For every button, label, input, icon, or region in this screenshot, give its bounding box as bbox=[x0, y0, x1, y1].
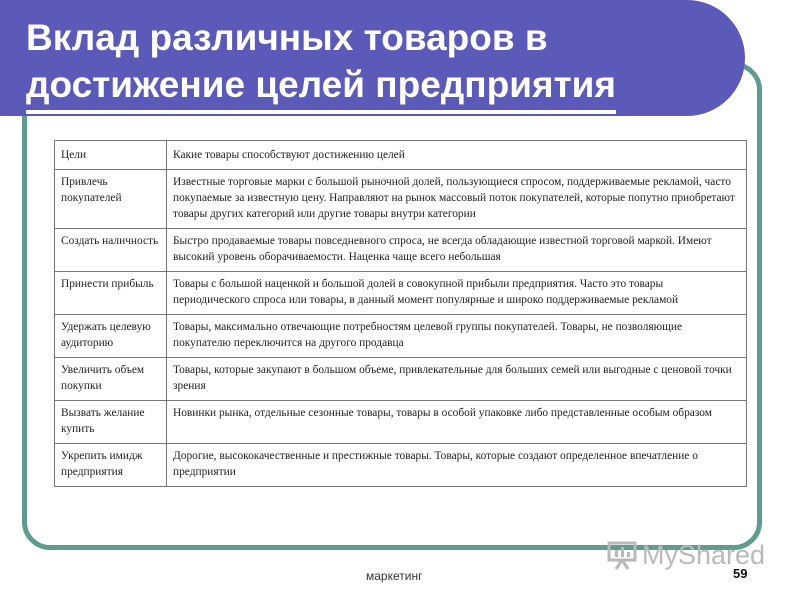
goal-cell: Создать наличность bbox=[55, 229, 167, 272]
products-cell: Товары с большой наценкой и большой долей в совокупной прибыли предприятия. Часто это товары периодического спроса или товары, в данный момент популярные и широко поддерживаемые рекламой bbox=[167, 272, 747, 315]
title-line-2: достижение целей предприятия bbox=[26, 61, 616, 114]
goal-cell: Принести прибыль bbox=[55, 272, 167, 315]
slide-title bbox=[26, 14, 726, 114]
presentation-board-icon bbox=[606, 539, 638, 571]
products-cell: Товары, которые закупают в большом объеме, привлекательные для больших семей или выгодные с ценовой точки зрения bbox=[167, 358, 747, 401]
goal-cell: Увеличить объем покупки bbox=[55, 358, 167, 401]
goal-cell: Вызвать желание купить bbox=[55, 401, 167, 444]
products-cell: Дорогие, высококачественные и престижные товары. Товары, которые создают определенное впечатление о предприятии bbox=[167, 444, 747, 487]
table-row bbox=[55, 358, 747, 401]
products-cell: Известные торговые марки с большой рыночной долей, пользующиеся спросом, поддерживаемые рекламой, часто покупаемые за известную цену. Направляют на рынок массовый поток покупателей, которые попутно приобретают товары других категорий или другие товары внутри категории bbox=[167, 170, 747, 229]
table-row bbox=[55, 170, 747, 229]
goal-cell: Укрепить имидж предприятия bbox=[55, 444, 167, 487]
table-row bbox=[55, 272, 747, 315]
table-row bbox=[55, 401, 747, 444]
table-row bbox=[55, 315, 747, 358]
page-number: 59 bbox=[733, 566, 748, 581]
title-line-1: Вклад различных товаров в bbox=[26, 17, 548, 58]
watermark-text: MyShared bbox=[642, 539, 766, 570]
products-cell: Новинки рынка, отдельные сезонные товары, товары в особой упаковке либо представленные особым образом bbox=[167, 401, 747, 444]
goal-cell: Удержать целевую аудиторию bbox=[55, 315, 167, 358]
table-header-row bbox=[55, 141, 747, 170]
products-cell: Товары, максимально отвечающие потребностям целевой группы покупателей. Товары, не позволяющие покупателю переключится на другого продавца bbox=[167, 315, 747, 358]
products-cell: Быстро продаваемые товары повседневного спроса, не всегда обладающие известной торговой маркой. Имеют высокий уровень оборачиваемости. Наценка чаще всего небольшая bbox=[167, 229, 747, 272]
table-row bbox=[55, 229, 747, 272]
table-row bbox=[55, 444, 747, 487]
header-goal: Цели bbox=[55, 141, 167, 170]
footer-label: маркетинг bbox=[366, 569, 423, 583]
header-products: Какие товары способствуют достижению целей bbox=[167, 141, 747, 170]
goals-table bbox=[54, 140, 747, 487]
goal-cell: Привлечь покупателей bbox=[55, 170, 167, 229]
title-band bbox=[0, 0, 745, 116]
